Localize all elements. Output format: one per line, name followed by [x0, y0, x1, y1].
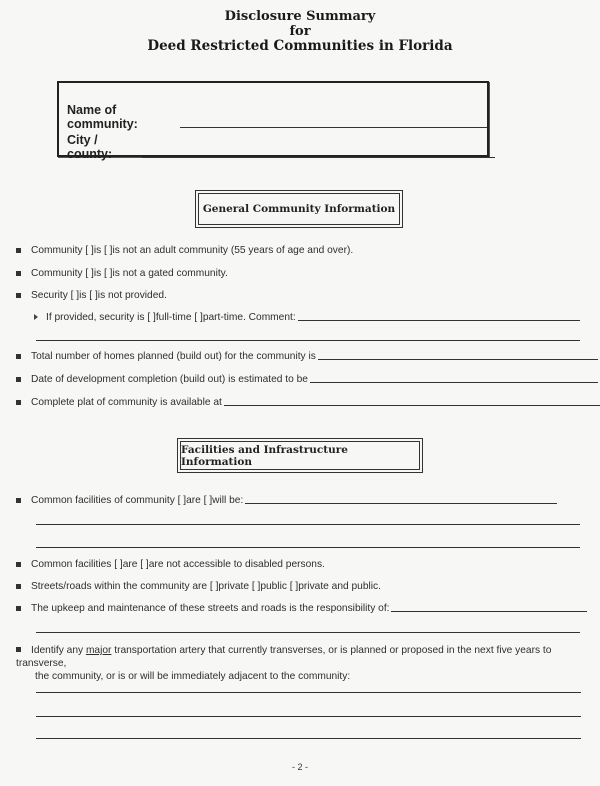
upkeep-text: The upkeep and maintenance of these streets and roads is the responsibility of: [31, 603, 390, 614]
security-item [16, 290, 167, 301]
bullet-icon [16, 498, 21, 503]
security-comment-input[interactable] [298, 319, 580, 321]
upkeep-item [16, 603, 587, 614]
community-identity-box [57, 81, 489, 161]
upkeep-line-2[interactable] [36, 632, 580, 633]
homes-planned-text: Total number of homes planned (build out) for the community is [31, 351, 316, 362]
common-facilities-line-3[interactable] [36, 547, 580, 548]
common-facilities-text: Common facilities of community [ ]are [ ]will be: [31, 495, 244, 506]
city-county-input[interactable] [142, 156, 495, 158]
common-facilities-input[interactable] [245, 502, 557, 504]
plat-availability-text: Complete plat of community is available at [31, 397, 222, 408]
bullet-icon [16, 584, 21, 589]
gated-community-item [16, 268, 228, 279]
bullet-icon [16, 354, 21, 359]
homes-planned-input[interactable] [318, 358, 598, 360]
homes-planned-item [16, 351, 598, 362]
completion-date-input[interactable] [310, 381, 598, 383]
accessibility-text: Common facilities [ ]are [ ]are not accessible to disabled persons. [31, 559, 325, 570]
bullet-icon [16, 606, 21, 611]
transportation-artery-item [16, 644, 586, 683]
artery-text-pre: Identify any [31, 645, 86, 656]
community-name-field [67, 103, 487, 131]
adult-community-item [16, 245, 353, 256]
bullet-icon [16, 248, 21, 253]
bullet-icon [16, 271, 21, 276]
artery-line-1[interactable] [36, 692, 581, 693]
general-info-heading-text: General Community Information [202, 203, 396, 215]
city-county-label: City / county: [67, 133, 113, 161]
adult-community-text: Community [ ]is [ ]is not an adult community (55 years of age and over). [31, 245, 354, 256]
accessibility-item [16, 559, 325, 570]
doc-title-for: for [289, 24, 311, 39]
bullet-icon [16, 562, 21, 567]
security-comment-line-2[interactable] [36, 340, 580, 341]
common-facilities-line-2[interactable] [36, 524, 580, 525]
doc-title: Disclosure Summary [224, 9, 376, 24]
completion-date-text: Date of development completion (build out) is estimated to be [31, 374, 308, 385]
completion-date-item [16, 374, 598, 385]
common-facilities-item [16, 495, 557, 506]
facilities-heading-text: Facilities and Infrastructure Information [181, 443, 348, 468]
artery-text-major: major [85, 645, 112, 656]
community-name-input[interactable] [180, 126, 487, 128]
streets-ownership-item [16, 581, 381, 592]
community-name-label: Name of community: [67, 103, 138, 131]
general-info-heading [198, 193, 400, 225]
security-text: Security [ ]is [ ]is not provided. [31, 290, 167, 301]
gated-community-text: Community [ ]is [ ]is not a gated community. [31, 268, 228, 279]
page-number: - 2 - [291, 762, 308, 772]
bullet-icon [16, 293, 21, 298]
security-detail-text: If provided, security is [ ]full-time [ ]part-time. Comment: [46, 312, 296, 323]
facilities-heading [180, 441, 420, 470]
plat-availability-item [16, 397, 600, 408]
city-county-field [67, 133, 495, 161]
arrow-bullet-icon [34, 314, 38, 320]
security-detail-item [34, 312, 580, 323]
artery-line-3[interactable] [36, 738, 581, 739]
upkeep-input[interactable] [391, 610, 587, 612]
streets-ownership-text: Streets/roads within the community are [ ]private [ ]public [ ]private and public. [31, 581, 381, 592]
bullet-icon [16, 377, 21, 382]
bullet-icon [16, 647, 21, 652]
artery-text-line2: the community, or is or will be immediately adjacent to the community: [35, 671, 351, 682]
plat-availability-input[interactable] [224, 404, 600, 406]
bullet-icon [16, 400, 21, 405]
artery-line-2[interactable] [36, 716, 581, 717]
doc-subtitle: Deed Restricted Communities in Florida [147, 38, 453, 54]
artery-text-post: transportation artery that currently transverses, or is planned or proposed in the next five years to transverse, [16, 645, 552, 669]
